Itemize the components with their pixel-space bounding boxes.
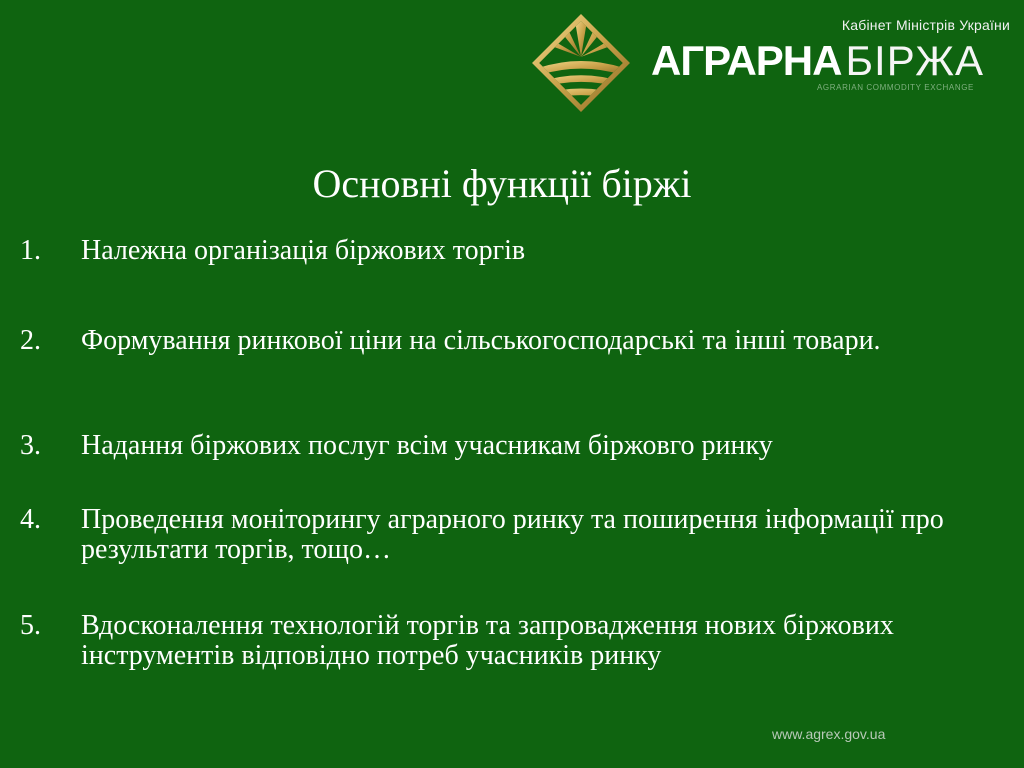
slide-title: Основні функції біржі bbox=[312, 161, 692, 206]
item-number: 5. bbox=[20, 610, 41, 641]
item-number: 2. bbox=[20, 325, 41, 356]
item-number: 3. bbox=[20, 430, 41, 461]
function-list bbox=[0, 236, 1024, 681]
item-text: Формування ринкової ціни на сільськогосподарські та інші товари. bbox=[81, 325, 881, 356]
item-text: Належна організація біржових торгів bbox=[81, 235, 526, 266]
list-item bbox=[0, 326, 1024, 431]
item-number: 4. bbox=[20, 504, 41, 535]
list-item bbox=[0, 611, 1024, 681]
brand-wordmark-light: БІРЖА bbox=[845, 37, 985, 84]
ministry-label: Кабінет Міністрів України bbox=[841, 17, 1010, 33]
item-number: 1. bbox=[20, 235, 41, 266]
list-item bbox=[0, 236, 1024, 326]
list-item bbox=[0, 431, 1024, 505]
brand-subtitle: AGRARIAN COMMODITY EXCHANGE bbox=[817, 83, 974, 92]
list-item bbox=[0, 505, 1024, 611]
website-url: www.agrex.gov.ua bbox=[772, 726, 886, 742]
item-text: Надання біржових послуг всім учасникам біржовго ринку bbox=[81, 430, 773, 461]
item-text: Проведення моніторингу аграрного ринку та поширення інформації про результати торгів, тощо… bbox=[81, 504, 944, 565]
diamond-sun-field-logo-icon bbox=[530, 12, 632, 114]
brand-wordmark bbox=[651, 38, 984, 84]
brand-wordmark-bold: АГРАРНА bbox=[651, 37, 842, 84]
item-text: Вдосконалення технологій торгів та запровадження нових біржових інструментів відповідно потреб учасників ринку bbox=[81, 610, 894, 671]
